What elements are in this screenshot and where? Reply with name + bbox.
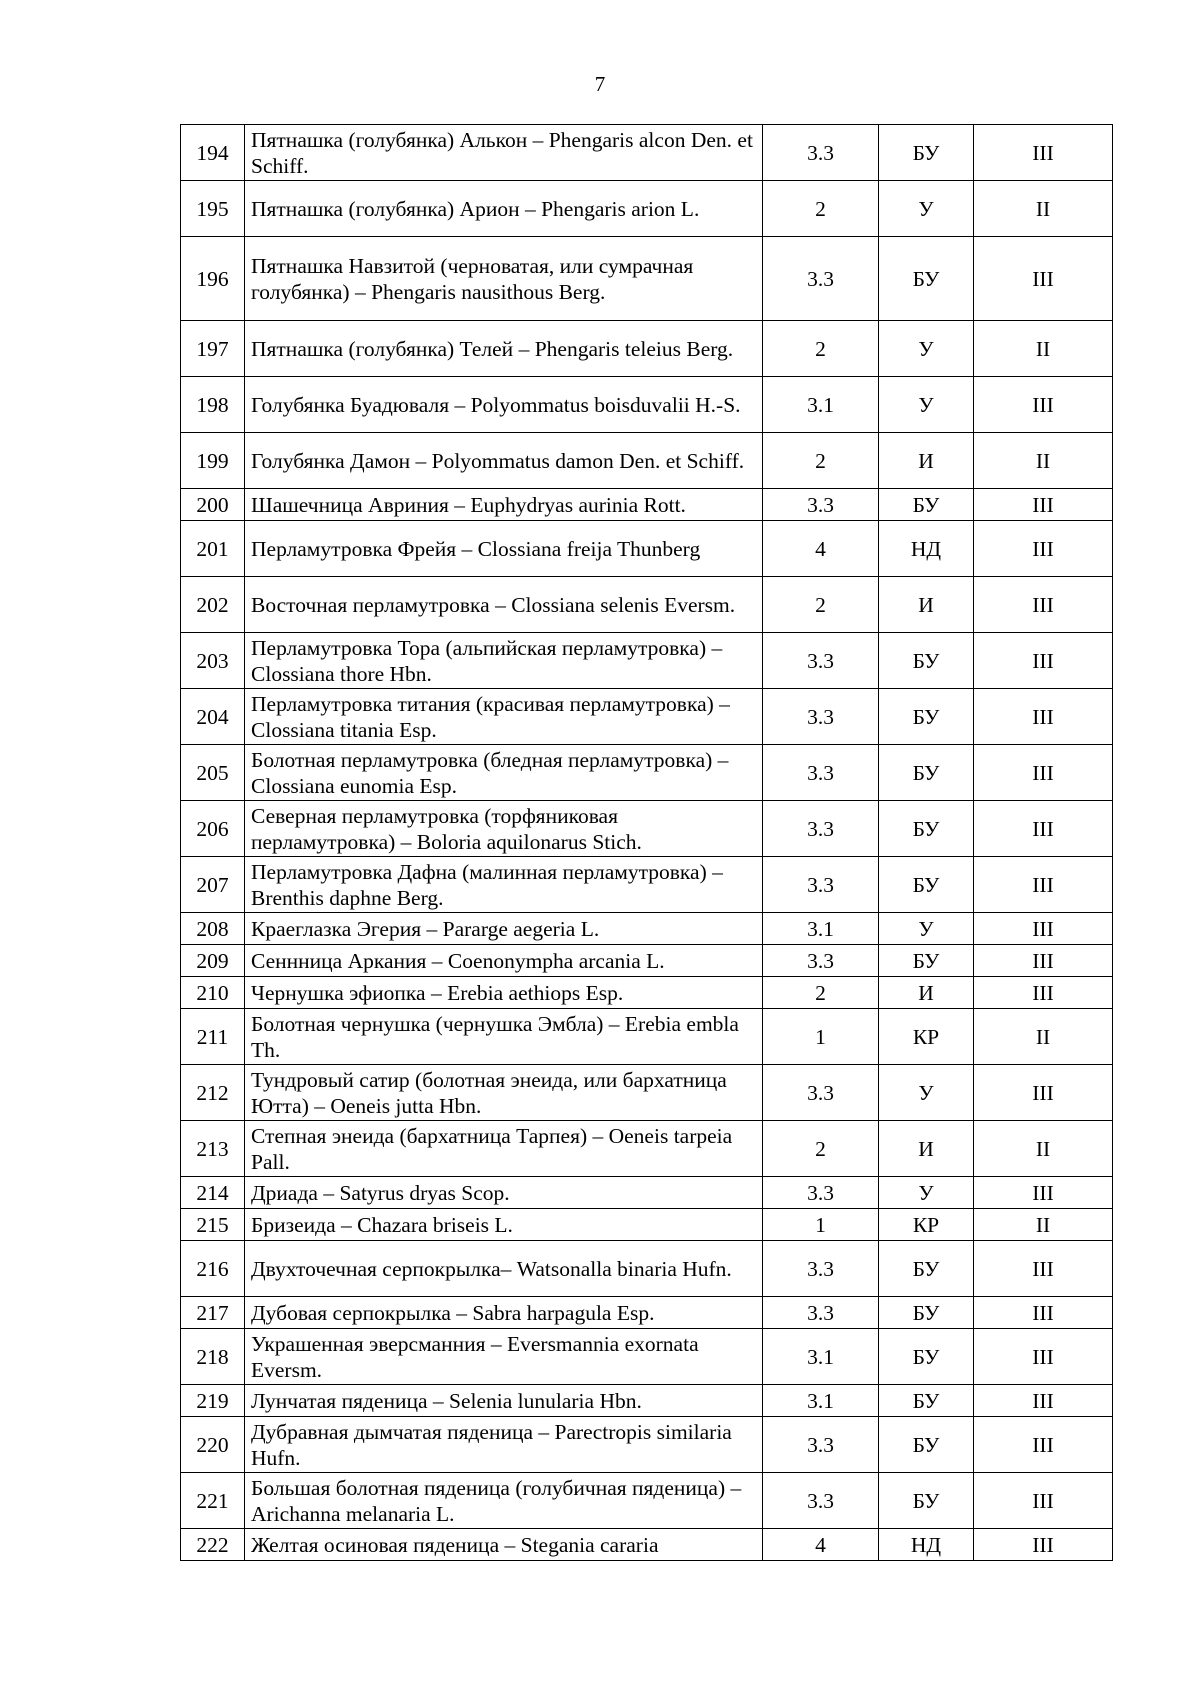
priority-cell: III (974, 945, 1113, 977)
table-row (181, 181, 1113, 237)
status-cell: У (879, 913, 974, 945)
priority-cell: III (974, 1529, 1113, 1561)
priority-cell: II (974, 1121, 1113, 1177)
table-row (181, 913, 1113, 945)
row-number-cell: 219 (181, 1385, 245, 1417)
species-name-cell: Северная перламутровка (торфяниковая перламутровка) – Boloria aquilonarus Stich. (245, 801, 763, 857)
row-number-cell: 195 (181, 181, 245, 237)
table-row (181, 633, 1113, 689)
priority-cell: III (974, 577, 1113, 633)
row-number-cell: 203 (181, 633, 245, 689)
table-row (181, 857, 1113, 913)
species-name-cell: Пятнашка (голубянка) Алькон – Phengaris alcon Den. et Schiff. (245, 125, 763, 181)
species-name-cell: Двухточечная серпокрылка– Watsonalla binaria Hufn. (245, 1241, 763, 1297)
priority-cell: III (974, 377, 1113, 433)
status-cell: БУ (879, 1297, 974, 1329)
species-name-cell: Дубовая серпокрылка – Sabra harpagula Esp. (245, 1297, 763, 1329)
species-name-cell: Перламутровка Дафна (малинная перламутровка) – Brenthis daphne Berg. (245, 857, 763, 913)
row-number-cell: 197 (181, 321, 245, 377)
status-cell: НД (879, 521, 974, 577)
status-cell: БУ (879, 1417, 974, 1473)
table-row (181, 125, 1113, 181)
status-cell: БУ (879, 1473, 974, 1529)
table-row (181, 1417, 1113, 1473)
table-row (181, 1297, 1113, 1329)
table-row (181, 1065, 1113, 1121)
priority-cell: III (974, 633, 1113, 689)
category-cell: 3.3 (763, 1177, 879, 1209)
row-number-cell: 212 (181, 1065, 245, 1121)
row-number-cell: 198 (181, 377, 245, 433)
table-row (181, 745, 1113, 801)
species-name-cell: Чернушка эфиопка – Erebia aethiops Esp. (245, 977, 763, 1009)
table-row (181, 377, 1113, 433)
status-cell: У (879, 377, 974, 433)
priority-cell: III (974, 237, 1113, 321)
species-name-cell: Перламутровка Фрейя – Clossiana freija Thunberg (245, 521, 763, 577)
status-cell: БУ (879, 801, 974, 857)
status-cell: БУ (879, 125, 974, 181)
category-cell: 3.3 (763, 633, 879, 689)
row-number-cell: 204 (181, 689, 245, 745)
priority-cell: II (974, 1209, 1113, 1241)
species-table-body (181, 125, 1113, 1561)
priority-cell: II (974, 321, 1113, 377)
table-row (181, 1385, 1113, 1417)
status-cell: У (879, 321, 974, 377)
table-row (181, 237, 1113, 321)
species-name-cell: Голубянка Дамон – Polyommatus damon Den. et Schiff. (245, 433, 763, 489)
priority-cell: III (974, 521, 1113, 577)
category-cell: 2 (763, 181, 879, 237)
status-cell: БУ (879, 1241, 974, 1297)
species-name-cell: Большая болотная пяденица (голубичная пяденица) – Arichanna melanaria L. (245, 1473, 763, 1529)
row-number-cell: 210 (181, 977, 245, 1009)
row-number-cell: 196 (181, 237, 245, 321)
status-cell: И (879, 577, 974, 633)
table-row (181, 489, 1113, 521)
priority-cell: II (974, 433, 1113, 489)
category-cell: 3.3 (763, 745, 879, 801)
species-name-cell: Перламутровка титания (красивая перламутровка) – Clossiana titania Esp. (245, 689, 763, 745)
species-name-cell: Лунчатая пяденица – Selenia lunularia Hbn. (245, 1385, 763, 1417)
table-row (181, 1473, 1113, 1529)
category-cell: 3.1 (763, 913, 879, 945)
status-cell: НД (879, 1529, 974, 1561)
species-name-cell: Тундровый сатир (болотная энеида, или бархатница Ютта) – Oeneis jutta Hbn. (245, 1065, 763, 1121)
status-cell: БУ (879, 237, 974, 321)
row-number-cell: 207 (181, 857, 245, 913)
category-cell: 3.3 (763, 1417, 879, 1473)
row-number-cell: 221 (181, 1473, 245, 1529)
row-number-cell: 200 (181, 489, 245, 521)
priority-cell: III (974, 1065, 1113, 1121)
species-name-cell: Степная энеида (бархатница Тарпея) – Oeneis tarpeia Pall. (245, 1121, 763, 1177)
species-name-cell: Голубянка Буадюваля – Polyommatus boisduvalii H.-S. (245, 377, 763, 433)
table-row (181, 977, 1113, 1009)
category-cell: 3.1 (763, 1385, 879, 1417)
table-row (181, 1177, 1113, 1209)
table-row (181, 1241, 1113, 1297)
row-number-cell: 211 (181, 1009, 245, 1065)
category-cell: 4 (763, 521, 879, 577)
category-cell: 4 (763, 1529, 879, 1561)
category-cell: 3.3 (763, 945, 879, 977)
row-number-cell: 220 (181, 1417, 245, 1473)
species-name-cell: Желтая осиновая пяденица – Stegania cararia (245, 1529, 763, 1561)
status-cell: БУ (879, 489, 974, 521)
priority-cell: III (974, 1177, 1113, 1209)
category-cell: 3.3 (763, 1065, 879, 1121)
table-row (181, 1009, 1113, 1065)
status-cell: БУ (879, 945, 974, 977)
species-name-cell: Сеннница Аркания – Coenonympha arcania L. (245, 945, 763, 977)
category-cell: 3.3 (763, 489, 879, 521)
row-number-cell: 194 (181, 125, 245, 181)
row-number-cell: 218 (181, 1329, 245, 1385)
table-row (181, 689, 1113, 745)
row-number-cell: 222 (181, 1529, 245, 1561)
table-row (181, 1529, 1113, 1561)
page-number: 7 (594, 72, 606, 96)
priority-cell: III (974, 689, 1113, 745)
row-number-cell: 199 (181, 433, 245, 489)
status-cell: У (879, 1065, 974, 1121)
row-number-cell: 216 (181, 1241, 245, 1297)
priority-cell: III (974, 857, 1113, 913)
table-row (181, 1121, 1113, 1177)
species-name-cell: Пятнашка (голубянка) Арион – Phengaris arion L. (245, 181, 763, 237)
species-name-cell: Украшенная эверсманния – Eversmannia exornata Eversm. (245, 1329, 763, 1385)
species-name-cell: Шашечница Авриния – Euphydryas aurinia Rott. (245, 489, 763, 521)
status-cell: И (879, 433, 974, 489)
species-name-cell: Перламутровка Тора (альпийская перламутровка) – Clossiana thore Hbn. (245, 633, 763, 689)
species-name-cell: Дриада – Satyrus dryas Scop. (245, 1177, 763, 1209)
category-cell: 2 (763, 1121, 879, 1177)
category-cell: 3.3 (763, 1241, 879, 1297)
row-number-cell: 214 (181, 1177, 245, 1209)
table-row (181, 433, 1113, 489)
status-cell: У (879, 1177, 974, 1209)
category-cell: 3.3 (763, 857, 879, 913)
category-cell: 1 (763, 1209, 879, 1241)
table-row (181, 1209, 1113, 1241)
status-cell: И (879, 977, 974, 1009)
category-cell: 3.3 (763, 1473, 879, 1529)
status-cell: И (879, 1121, 974, 1177)
table-row (181, 1329, 1113, 1385)
species-name-cell: Пятнашка Навзитой (черноватая, или сумрачная голубянка) – Phengaris nausithous Berg. (245, 237, 763, 321)
category-cell: 3.3 (763, 801, 879, 857)
species-name-cell: Болотная перламутровка (бледная перламутровка) – Clossiana eunomia Esp. (245, 745, 763, 801)
table-row (181, 945, 1113, 977)
status-cell: БУ (879, 1385, 974, 1417)
species-name-cell: Дубравная дымчатая пяденица – Parectropis similaria Hufn. (245, 1417, 763, 1473)
status-cell: У (879, 181, 974, 237)
table-row (181, 521, 1113, 577)
row-number-cell: 205 (181, 745, 245, 801)
row-number-cell: 206 (181, 801, 245, 857)
category-cell: 2 (763, 977, 879, 1009)
row-number-cell: 202 (181, 577, 245, 633)
priority-cell: III (974, 1473, 1113, 1529)
species-table (180, 124, 1113, 1561)
priority-cell: III (974, 1385, 1113, 1417)
species-name-cell: Пятнашка (голубянка) Телей – Phengaris teleius Berg. (245, 321, 763, 377)
species-name-cell: Восточная перламутровка – Clossiana selenis Eversm. (245, 577, 763, 633)
category-cell: 3.1 (763, 377, 879, 433)
category-cell: 2 (763, 433, 879, 489)
priority-cell: III (974, 489, 1113, 521)
table-row (181, 577, 1113, 633)
priority-cell: III (974, 1329, 1113, 1385)
category-cell: 3.3 (763, 689, 879, 745)
species-name-cell: Болотная чернушка (чернушка Эмбла) – Erebia embla Th. (245, 1009, 763, 1065)
priority-cell: III (974, 125, 1113, 181)
row-number-cell: 201 (181, 521, 245, 577)
category-cell: 3.3 (763, 125, 879, 181)
priority-cell: II (974, 1009, 1113, 1065)
status-cell: БУ (879, 745, 974, 801)
status-cell: БУ (879, 633, 974, 689)
species-name-cell: Краеглазка Эгерия – Pararge aegeria L. (245, 913, 763, 945)
status-cell: БУ (879, 857, 974, 913)
priority-cell: III (974, 1297, 1113, 1329)
priority-cell: III (974, 977, 1113, 1009)
row-number-cell: 213 (181, 1121, 245, 1177)
priority-cell: III (974, 1241, 1113, 1297)
category-cell: 3.3 (763, 1297, 879, 1329)
category-cell: 1 (763, 1009, 879, 1065)
category-cell: 2 (763, 321, 879, 377)
status-cell: БУ (879, 1329, 974, 1385)
priority-cell: III (974, 1417, 1113, 1473)
row-number-cell: 208 (181, 913, 245, 945)
species-name-cell: Бризеида – Chazara briseis L. (245, 1209, 763, 1241)
table-row (181, 801, 1113, 857)
priority-cell: II (974, 181, 1113, 237)
row-number-cell: 215 (181, 1209, 245, 1241)
row-number-cell: 209 (181, 945, 245, 977)
table-row (181, 321, 1113, 377)
status-cell: КР (879, 1209, 974, 1241)
category-cell: 3.3 (763, 237, 879, 321)
priority-cell: III (974, 913, 1113, 945)
category-cell: 3.1 (763, 1329, 879, 1385)
row-number-cell: 217 (181, 1297, 245, 1329)
category-cell: 2 (763, 577, 879, 633)
status-cell: КР (879, 1009, 974, 1065)
priority-cell: III (974, 745, 1113, 801)
status-cell: БУ (879, 689, 974, 745)
priority-cell: III (974, 801, 1113, 857)
